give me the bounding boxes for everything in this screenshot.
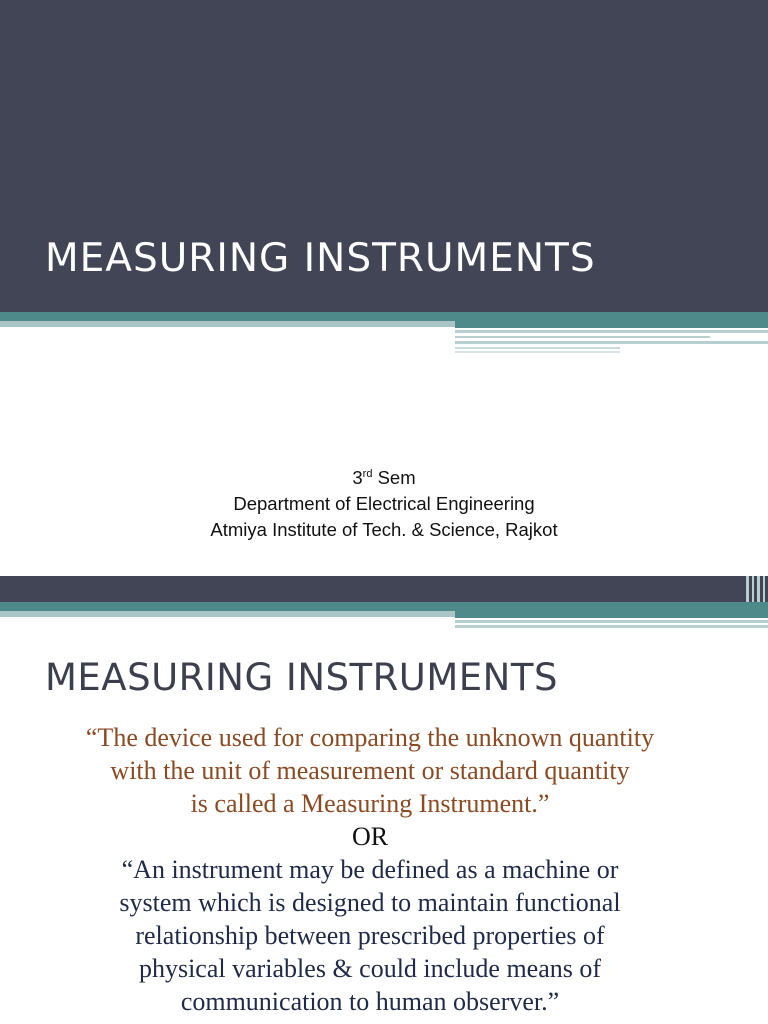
definition-1-line: “The device used for comparing the unknown quantity: [85, 723, 655, 752]
slide-subtitle: [0, 465, 768, 543]
definition-2-line: “An instrument may be defined as a machine or: [121, 855, 619, 884]
definition-slide: [0, 576, 768, 1024]
definition-2-line: system which is designed to maintain functional: [119, 888, 621, 917]
definition-2-line: physical variables & could include means of: [138, 954, 602, 983]
department-line: Department of Electrical Engineering: [233, 493, 535, 514]
definition-1-line: is called a Measuring Instrument.”: [190, 789, 550, 818]
or-separator: OR: [351, 822, 389, 851]
definition-1-line: with the unit of measurement or standard quantity: [110, 756, 630, 785]
definition-header-bar: [0, 576, 768, 602]
semester-line: 3rd Sem: [352, 467, 416, 488]
definition-2-line: relationship between prescribed properties of: [135, 921, 605, 950]
slide-title: MEASURING INSTRUMENTS: [45, 236, 596, 281]
definition-title: MEASURING INSTRUMENTS: [45, 656, 558, 699]
institute-line: Atmiya Institute of Tech. & Science, Rajkot: [210, 519, 558, 540]
definition-body: [20, 721, 720, 1018]
title-header-bar: [0, 0, 768, 312]
definition-2-line: communication to human observer.”: [180, 987, 560, 1016]
